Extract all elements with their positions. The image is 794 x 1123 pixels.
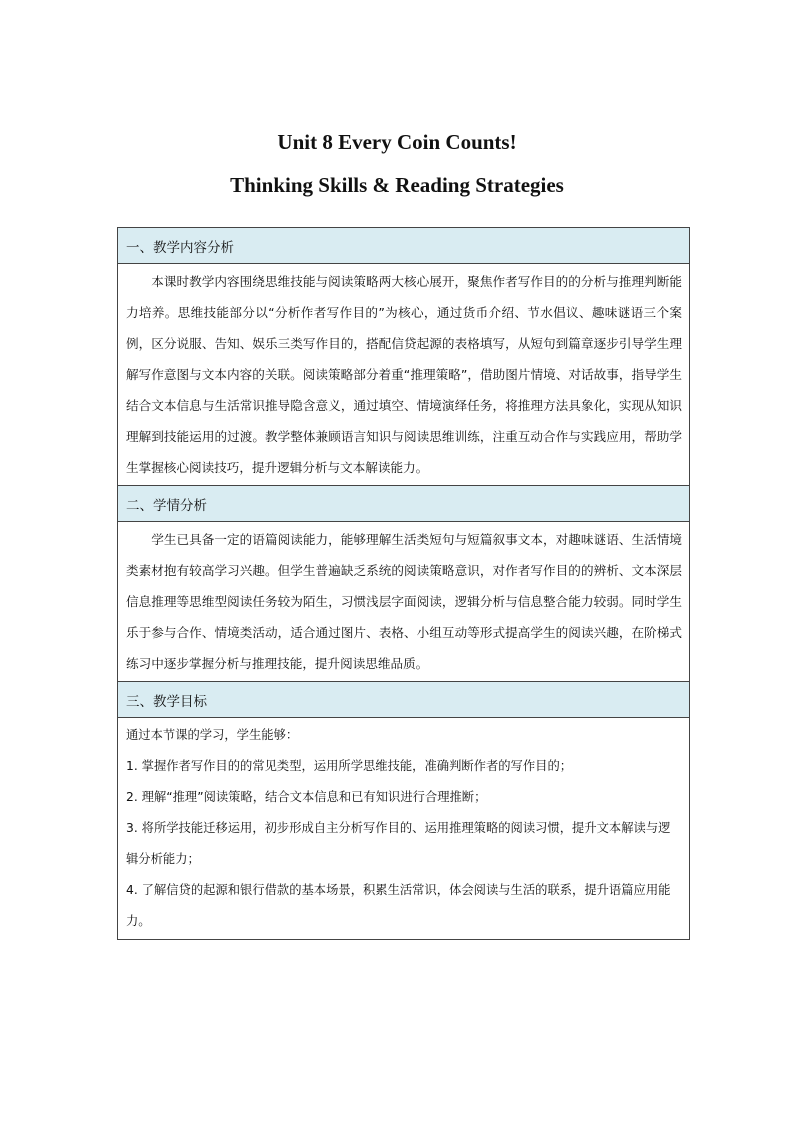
section-body-row	[118, 264, 690, 486]
objective-item: 2. 理解“推理”阅读策略，结合文本信息和已有知识进行合理推断；	[126, 790, 487, 804]
title-line-2: Thinking Skills & Reading Strategies	[230, 173, 564, 197]
section-body-row	[118, 522, 690, 682]
objective-item: 4. 了解信贷的起源和银行借款的基本场景，积累生活常识，体会阅读与生活的联系，提升语篇应用能力。	[126, 883, 671, 928]
section-body-row	[118, 718, 690, 940]
objective-item: 3. 将所学技能迁移运用，初步形成自主分析写作目的、运用推理策略的阅读习惯，提升文本解读与逻辑分析能力；	[126, 821, 671, 866]
section-heading-objectives: 三、教学目标	[118, 682, 690, 718]
section-header-row	[118, 228, 690, 264]
title-line-1: Unit 8 Every Coin Counts!	[277, 130, 517, 154]
student-analysis-cell	[118, 522, 690, 682]
section-heading-student-analysis: 二、学情分析	[118, 486, 690, 522]
lesson-plan-table	[117, 227, 690, 940]
student-analysis-text: 学生已具备一定的语篇阅读能力，能够理解生活类短句与短篇叙事文本，对趣味谜语、生活情境类素材抱有较高学习兴趣。但学生普遍缺乏系统的阅读策略意识，对作者写作目的的辨析、文本深层信息推理等思维型阅读任务较为陌生，习惯浅层字面阅读，逻辑分析与信息整合能力较弱。同时学生乐于参与合作、情境类活动，适合通过图片、表格、小组互动等形式提高学生的阅读兴趣，在阶梯式练习中逐步掌握分析与推理技能，提升阅读思维品质。	[126, 532, 682, 671]
content-analysis-text: 本课时教学内容围绕思维技能与阅读策略两大核心展开，聚焦作者写作目的的分析与推理判断能力培养。思维技能部分以“分析作者写作目的”为核心，通过货币介绍、节水倡议、趣味谜语三个案例，区分说服、告知、娱乐三类写作目的，搭配信贷起源的表格填写，从短句到篇章逐步引导学生理解写作意图与文本内容的关联。阅读策略部分着重“推理策略”，借助图片情境、对话故事，指导学生结合文本信息与生活常识推导隐含意义，通过填空、情境演绎任务，将推理方法具象化，实现从知识理解到技能运用的过渡。教学整体兼顾语言知识与阅读思维训练，注重互动合作与实践应用，帮助学生掌握核心阅读技巧，提升逻辑分析与文本解读能力。	[126, 274, 682, 475]
section-heading-content-analysis: 一、教学内容分析	[118, 228, 690, 264]
objectives-intro: 通过本节课的学习，学生能够：	[126, 728, 299, 742]
content-analysis-cell	[118, 264, 690, 486]
section-header-row	[118, 682, 690, 718]
objectives-cell	[118, 718, 690, 940]
objective-item: 1. 掌握作者写作目的的常见类型，运用所学思维技能，准确判断作者的写作目的；	[126, 759, 573, 773]
section-header-row	[118, 486, 690, 522]
